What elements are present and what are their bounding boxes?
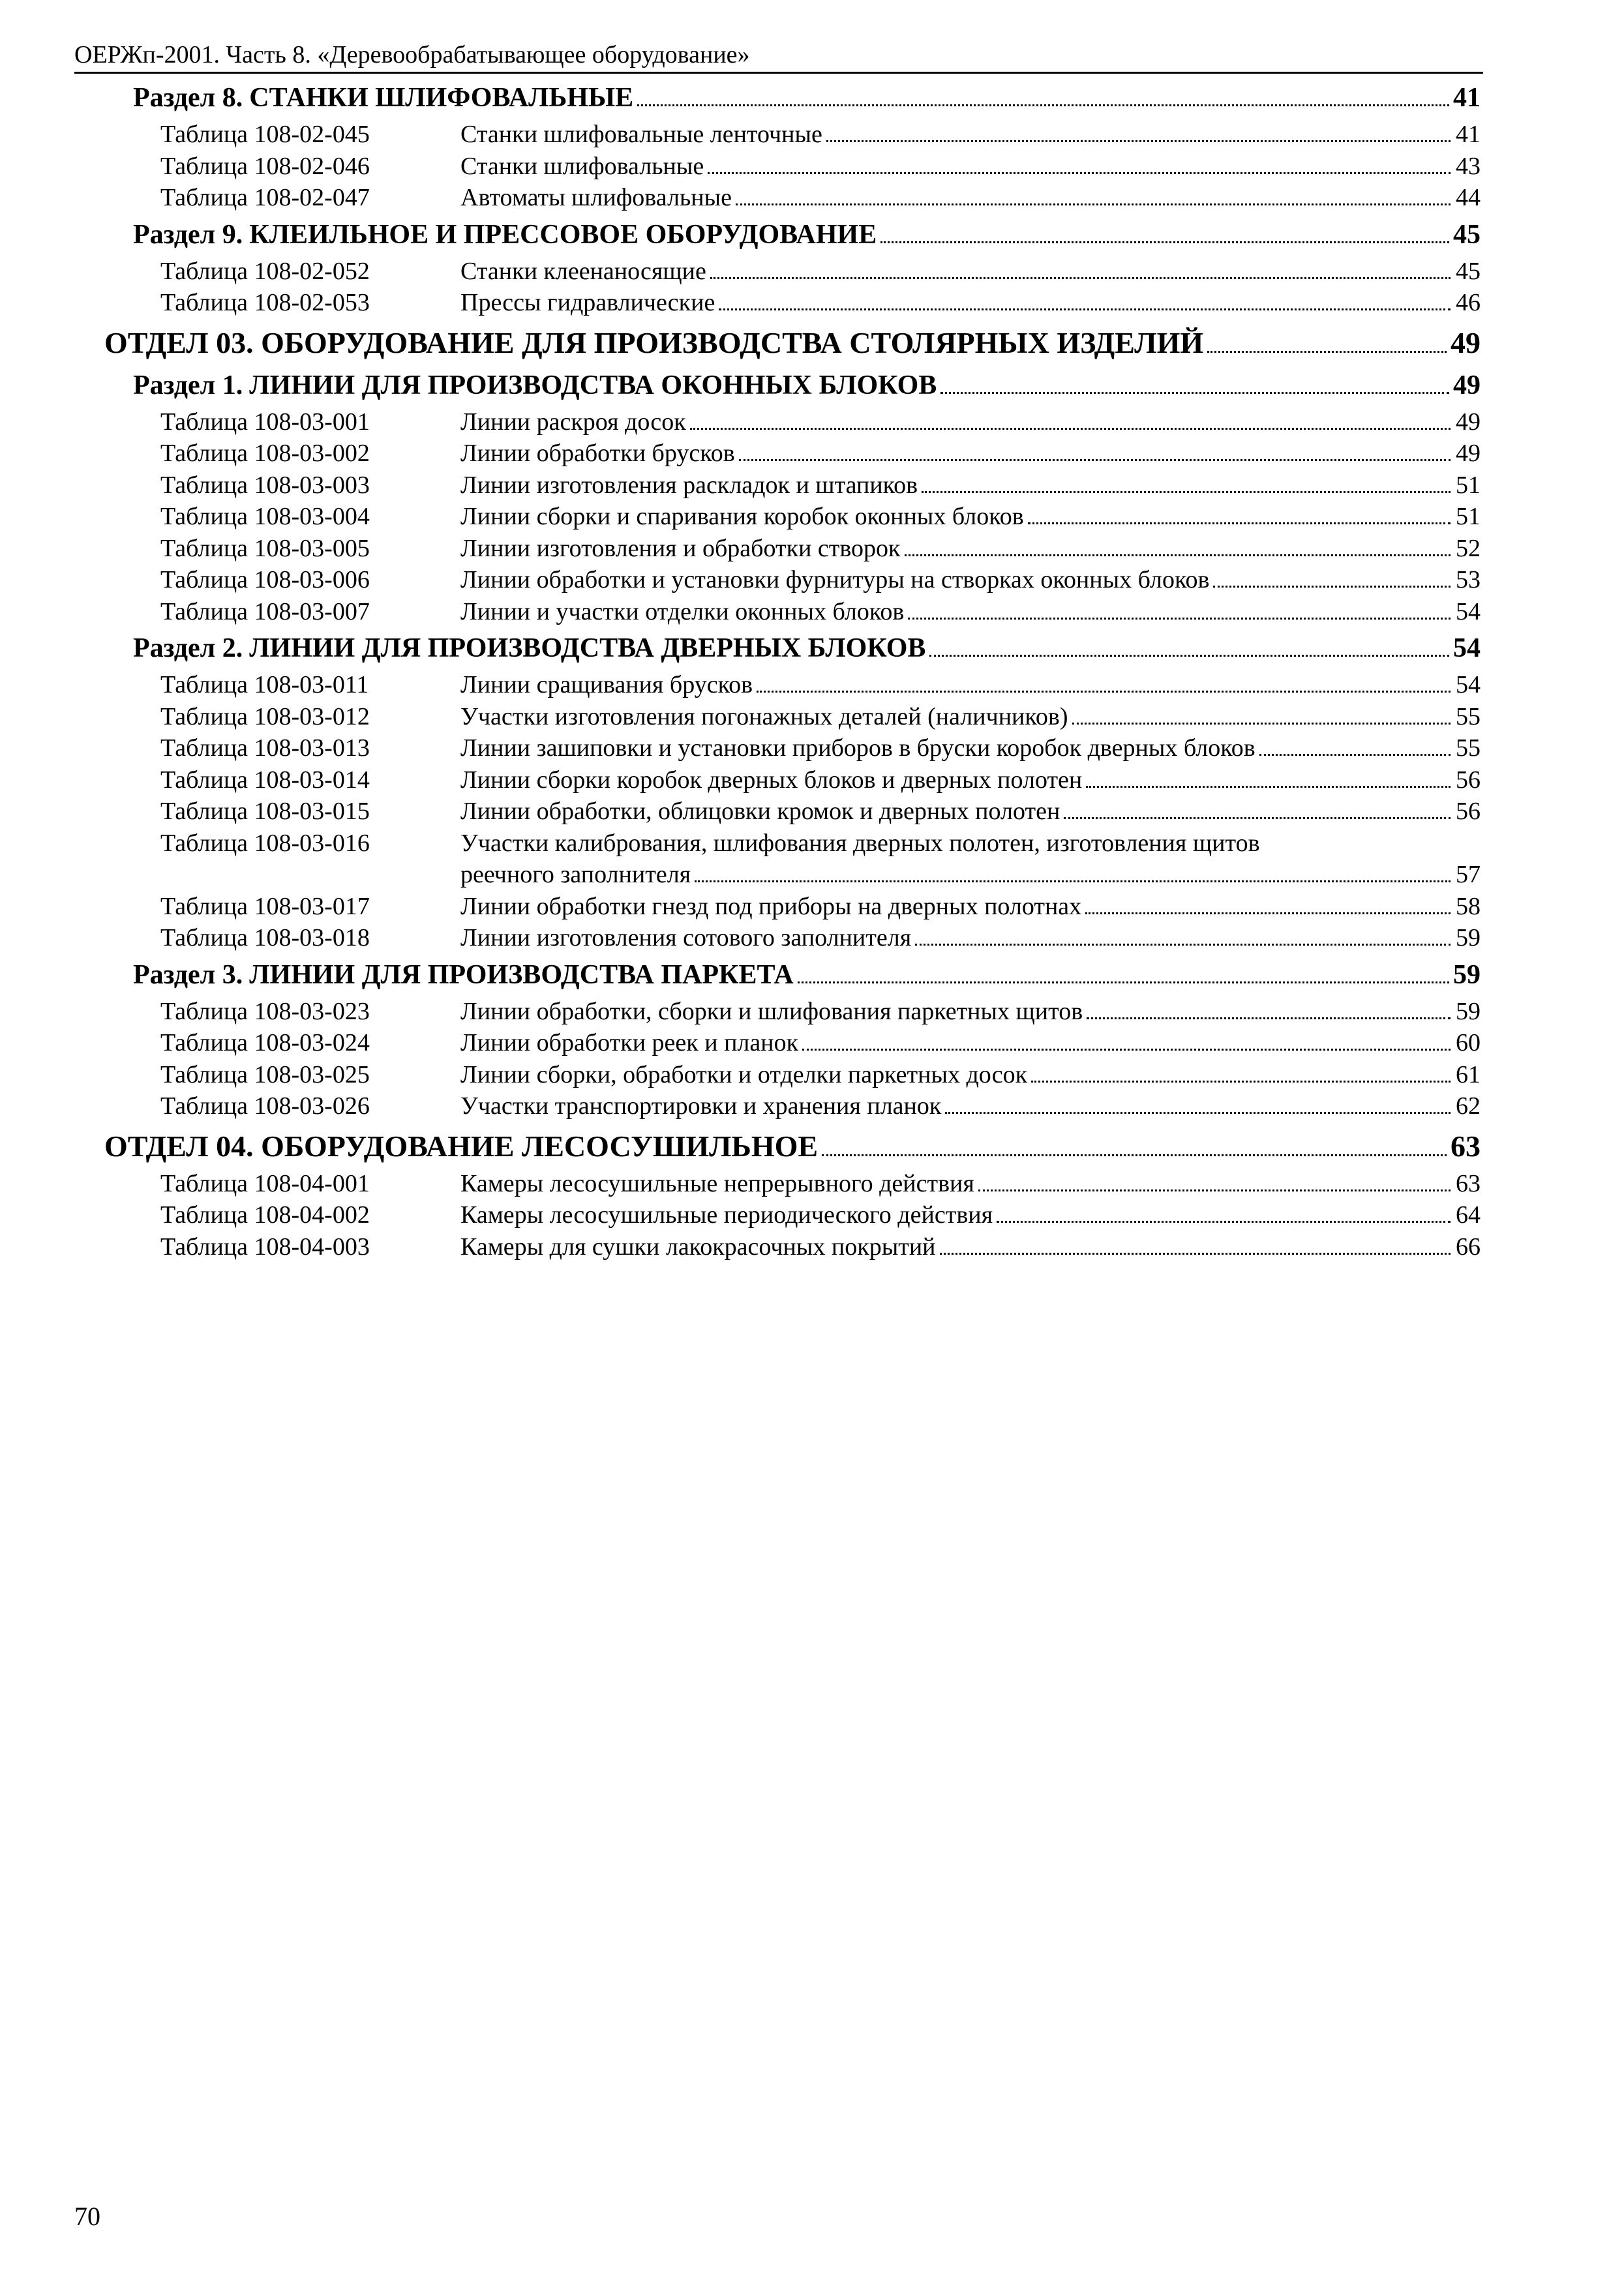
dot-leader (798, 981, 1449, 983)
toc-table-row[interactable] (104, 183, 1481, 215)
page-ref: 59 (1456, 924, 1481, 951)
page-ref: 49 (1456, 408, 1481, 436)
toc-table-row[interactable] (104, 797, 1481, 829)
dot-leader (908, 618, 1451, 620)
toc-table-row[interactable] (104, 1060, 1481, 1092)
razdel-title: ЛИНИИ ДЛЯ ПРОИЗВОДСТВА ОКОННЫХ БЛОКОВ (249, 370, 937, 400)
dot-leader (736, 203, 1451, 205)
table-code: Таблица 108-03-005 (160, 534, 370, 562)
page-ref: 41 (1453, 83, 1481, 113)
page-ref: 66 (1456, 1233, 1481, 1261)
page-ref: 55 (1456, 702, 1481, 730)
toc-table-row[interactable] (104, 597, 1481, 629)
toc-table-row[interactable] (104, 1169, 1481, 1201)
table-of-contents (104, 78, 1481, 1264)
dot-leader (1028, 522, 1451, 524)
page-ref: 58 (1456, 892, 1481, 920)
table-title: Линии сращивания брусков (460, 671, 753, 698)
toc-table-row[interactable] (104, 502, 1481, 534)
toc-otdel-row[interactable] (104, 325, 1481, 366)
table-code: Таблица 108-02-046 (160, 152, 370, 180)
razdel-title: СТАНКИ ШЛИФОВАЛЬНЫЕ (249, 83, 634, 113)
page-ref: 60 (1456, 1029, 1481, 1056)
razdel-label: Раздел 1. (133, 370, 243, 400)
page-ref: 52 (1456, 534, 1481, 562)
toc-otdel-row[interactable] (104, 1129, 1481, 1169)
razdel-label: Раздел 3. (133, 959, 243, 990)
dot-leader (929, 655, 1449, 657)
table-code: Таблица 108-03-003 (160, 471, 370, 499)
dot-leader (922, 491, 1451, 493)
toc-table-row[interactable] (104, 120, 1481, 152)
table-title: Станки шлифовальные (460, 152, 704, 180)
table-code: Таблица 108-03-024 (160, 1029, 370, 1056)
table-code: Таблица 108-03-011 (160, 671, 369, 698)
page-ref: 55 (1456, 734, 1481, 762)
page-ref: 49 (1456, 440, 1481, 467)
otdel-title: ОТДЕЛ 03. ОБОРУДОВАНИЕ ДЛЯ ПРОИЗВОДСТВА СТОЛЯРНЫХ ИЗДЕЛИЙ (104, 325, 1204, 359)
toc-table-row[interactable] (104, 892, 1481, 924)
table-code: Таблица 108-03-023 (160, 997, 370, 1025)
toc-table-row[interactable] (104, 670, 1481, 702)
toc-table-row[interactable] (104, 829, 1481, 861)
page-ref: 54 (1456, 671, 1481, 698)
table-code: Таблица 108-02-047 (160, 184, 370, 211)
page-ref: 62 (1456, 1092, 1481, 1120)
table-code: Таблица 108-02-052 (160, 257, 370, 285)
dot-leader (637, 104, 1449, 106)
running-header: ОЕРЖп-2001. Часть 8. «Деревообрабатывающее оборудование» (74, 38, 1483, 74)
table-title: Линии сборки, обработки и отделки паркетных досок (460, 1060, 1028, 1088)
dot-leader (739, 459, 1451, 461)
toc-table-row[interactable] (104, 702, 1481, 734)
page-number: 70 (74, 2202, 100, 2231)
table-title: Линии зашиповки и установки приборов в бруски коробок дверных блоков (460, 734, 1256, 762)
table-title: Линии изготовления и обработки створок (460, 534, 901, 562)
dot-leader (1085, 912, 1451, 914)
page-ref: 45 (1453, 219, 1481, 250)
toc-table-row[interactable] (104, 997, 1481, 1029)
table-title: Линии изготовления раскладок и штапиков (460, 471, 918, 499)
dot-leader (1086, 786, 1451, 788)
dot-leader (719, 308, 1451, 310)
toc-table-row[interactable] (104, 471, 1481, 503)
page-ref: 61 (1456, 1060, 1481, 1088)
table-code: Таблица 108-03-007 (160, 597, 370, 625)
toc-table-row[interactable] (104, 439, 1481, 471)
dot-leader (802, 1049, 1451, 1051)
table-title: Станки клеенаносящие (460, 257, 706, 285)
page-ref: 63 (1456, 1169, 1481, 1197)
razdel-label: Раздел 9. (133, 219, 243, 250)
table-code: Таблица 108-04-001 (160, 1169, 370, 1197)
razdel-title: ЛИНИИ ДЛЯ ПРОИЗВОДСТВА ДВЕРНЫХ БЛОКОВ (249, 633, 926, 663)
dot-leader (695, 880, 1451, 882)
toc-table-row[interactable] (104, 1028, 1481, 1060)
table-title: Станки шлифовальные ленточные (460, 121, 822, 148)
dot-leader (905, 554, 1451, 556)
toc-table-row[interactable] (104, 257, 1481, 289)
dot-leader (757, 691, 1451, 693)
table-title: Линии изготовления сотового заполнителя (460, 924, 912, 951)
table-title: Автоматы шлифовальные (460, 184, 732, 211)
dot-leader (940, 392, 1449, 394)
page-ref: 54 (1456, 597, 1481, 625)
table-title: Линии обработки реек и планок (460, 1029, 799, 1056)
table-code: Таблица 108-03-012 (160, 702, 370, 730)
page-ref: 51 (1456, 503, 1481, 530)
table-title: Линии обработки, сборки и шлифования паркетных щитов (460, 997, 1083, 1025)
dot-leader (822, 1154, 1447, 1156)
razdel-title: ЛИНИИ ДЛЯ ПРОИЗВОДСТВА ПАРКЕТА (249, 959, 794, 990)
dot-leader (1207, 351, 1447, 353)
dot-leader (880, 241, 1449, 243)
page-ref: 49 (1451, 325, 1481, 359)
dot-leader (1064, 817, 1451, 819)
table-code: Таблица 108-03-002 (160, 440, 370, 467)
table-code: Таблица 108-03-018 (160, 924, 370, 951)
page-ref: 56 (1456, 798, 1481, 825)
table-code: Таблица 108-03-004 (160, 503, 370, 530)
table-title: Линии раскроя досок (460, 408, 686, 436)
page-ref: 43 (1456, 152, 1481, 180)
dot-leader (940, 1253, 1451, 1255)
page-ref: 41 (1456, 121, 1481, 148)
toc-table-row[interactable] (104, 152, 1481, 184)
toc-table-row[interactable] (104, 734, 1481, 766)
toc-razdel-row[interactable] (104, 959, 1481, 997)
dot-leader (1087, 1017, 1451, 1019)
toc-table-row[interactable] (104, 923, 1481, 955)
dot-leader (1259, 754, 1451, 756)
page-ref: 45 (1456, 257, 1481, 285)
table-title: Линии и участки отделки оконных блоков (460, 597, 905, 625)
table-title: Прессы гидравлические (460, 289, 715, 316)
dot-leader (708, 172, 1451, 174)
table-code: Таблица 108-02-045 (160, 121, 370, 148)
dot-leader (997, 1221, 1451, 1223)
table-title: Камеры лесосушильные непрерывного действия (460, 1169, 974, 1197)
table-title: Линии сборки и спаривания коробок оконных блоков (460, 503, 1024, 530)
page-ref: 59 (1456, 997, 1481, 1025)
page-ref: 57 (1456, 861, 1481, 888)
page-ref: 64 (1456, 1201, 1481, 1229)
page-ref: 51 (1456, 471, 1481, 499)
page-ref: 49 (1453, 370, 1481, 400)
toc-razdel-row[interactable] (104, 633, 1481, 670)
table-title: Линии обработки и установки фурнитуры на створках оконных блоков (460, 566, 1210, 593)
page-ref: 54 (1453, 633, 1481, 663)
table-title: Участки изготовления погонажных деталей (наличников) (460, 702, 1068, 730)
dot-leader (978, 1189, 1451, 1191)
dot-leader (1213, 586, 1451, 588)
razdel-label: Раздел 8. (133, 83, 243, 113)
table-title: Линии сборки коробок дверных блоков и дверных полотен (460, 766, 1083, 794)
page-ref: 63 (1451, 1129, 1481, 1163)
page-ref: 53 (1456, 566, 1481, 593)
dot-leader (826, 140, 1451, 142)
table-code: Таблица 108-04-002 (160, 1201, 370, 1229)
dot-leader (1072, 723, 1451, 725)
page-ref: 46 (1456, 289, 1481, 316)
table-code: Таблица 108-03-025 (160, 1060, 370, 1088)
dot-leader (945, 1112, 1451, 1114)
table-title-continuation: реечного заполнителя (460, 861, 691, 888)
page-ref: 44 (1456, 184, 1481, 211)
dot-leader (690, 428, 1451, 430)
toc-table-row[interactable] (104, 288, 1481, 320)
otdel-title: ОТДЕЛ 04. ОБОРУДОВАНИЕ ЛЕСОСУШИЛЬНОЕ (104, 1129, 819, 1163)
table-code: Таблица 108-03-001 (160, 408, 370, 436)
toc-razdel-row[interactable] (104, 82, 1481, 120)
table-title: Линии обработки, облицовки кромок и дверных полотен (460, 798, 1060, 825)
dot-leader (710, 277, 1451, 279)
page-ref: 56 (1456, 766, 1481, 794)
page-ref: 59 (1453, 959, 1481, 990)
razdel-label: Раздел 2. (133, 633, 243, 663)
toc-razdel-row[interactable] (104, 370, 1481, 408)
table-code: Таблица 108-03-006 (160, 566, 370, 593)
toc-table-row[interactable] (104, 534, 1481, 566)
toc-table-row-continuation[interactable] (104, 860, 1481, 892)
toc-table-row[interactable] (104, 1092, 1481, 1124)
table-title: Камеры лесосушильные периодического действия (460, 1201, 993, 1229)
table-title: Участки калибрования, шлифования дверных полотен, изготовления щитов (460, 829, 1260, 857)
toc-table-row[interactable] (104, 1233, 1481, 1264)
table-title: Линии обработки гнезд под приборы на дверных полотнах (460, 892, 1082, 920)
table-code: Таблица 108-02-053 (160, 289, 370, 316)
toc-table-row[interactable] (104, 408, 1481, 440)
table-code: Таблица 108-03-015 (160, 798, 370, 825)
table-code: Таблица 108-03-017 (160, 892, 370, 920)
toc-table-row[interactable] (104, 1201, 1481, 1233)
table-code: Таблица 108-03-016 (160, 829, 370, 857)
table-title: Линии обработки брусков (460, 440, 735, 467)
toc-table-row[interactable] (104, 766, 1481, 798)
toc-table-row[interactable] (104, 565, 1481, 597)
toc-razdel-row[interactable] (104, 219, 1481, 257)
table-code: Таблица 108-04-003 (160, 1233, 370, 1261)
razdel-title: КЛЕИЛЬНОЕ И ПРЕССОВОЕ ОБОРУДОВАНИЕ (249, 219, 877, 250)
dot-leader (1031, 1081, 1451, 1083)
table-code: Таблица 108-03-013 (160, 734, 370, 762)
dot-leader (915, 944, 1451, 946)
table-title: Участки транспортировки и хранения планок (460, 1092, 942, 1120)
table-code: Таблица 108-03-026 (160, 1092, 370, 1120)
table-code: Таблица 108-03-014 (160, 766, 370, 794)
table-title: Камеры для сушки лакокрасочных покрытий (460, 1233, 936, 1261)
